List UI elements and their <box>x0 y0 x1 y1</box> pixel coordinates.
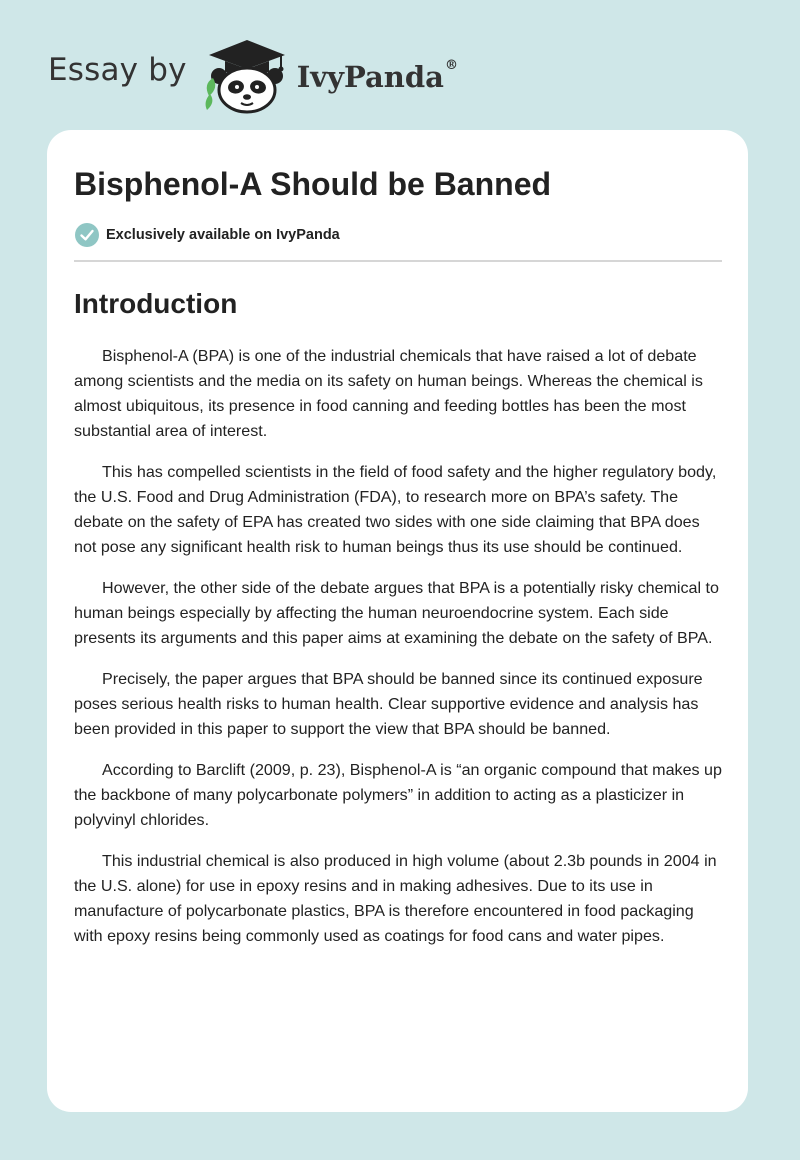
title-divider <box>74 260 722 262</box>
paragraph: According to Barclift (2009, p. 23), Bisphenol-A is “an organic compound that makes up the backbone of many polycarbonate polymers” in addition to acting as a plasticizer in polyvinyl chlorides. <box>74 761 722 829</box>
essay-by-label: Essay by <box>48 52 187 88</box>
paragraph: However, the other side of the debate argues that BPA is a potentially risky chemical to human beings especially by affecting the human neuroendocrine system. Each side presents its arguments and this paper aims at examining the debate on the safety of BPA. <box>74 579 719 647</box>
exclusive-badge-label: Exclusively available on IvyPanda <box>106 227 340 243</box>
ivypanda-brand-name: IvyPanda® <box>296 58 458 94</box>
exclusive-badge <box>74 222 722 248</box>
check-circle-icon <box>74 222 100 248</box>
section-heading: Introduction <box>74 288 238 319</box>
paragraph: This industrial chemical is also produced in high volume (about 2.3b pounds in 2004 in the U.S. alone) for use in epoxy resins and in making adhesives. Due to its use in manufacture of polycarbonate plastics, BPA is therefore encountered in food packaging with epoxy resins being commonly used as coatings for food cans and water pipes. <box>74 852 717 945</box>
paragraph: Bisphenol-A (BPA) is one of the industrial chemicals that have raised a lot of debate among scientists and the media on its safety on human beings. Whereas the chemical is almost ubiquitous, its presence in food canning and feeding bottles has been the most substantial area of interest. <box>74 347 703 440</box>
paragraph: Precisely, the paper argues that BPA should be banned since its continued exposure poses serious health risks to human health. Clear supportive evidence and analysis has been provided in this paper to support the view that BPA should be banned. <box>74 670 703 738</box>
paragraph: This has compelled scientists in the field of food safety and the higher regulatory body, the U.S. Food and Drug Administration (FDA), to research more on BPA’s safety. The debate on the safety of EPA has created two sides with one side claiming that BPA does not pose any significant health risk to human beings thus its use should be continued. <box>74 463 717 556</box>
panda-graduation-cap-icon <box>201 34 293 114</box>
site-header <box>48 34 458 114</box>
essay-card <box>47 130 748 1112</box>
registered-mark: ® <box>444 58 458 73</box>
essay-title: Bisphenol-A Should be Banned <box>74 166 552 202</box>
